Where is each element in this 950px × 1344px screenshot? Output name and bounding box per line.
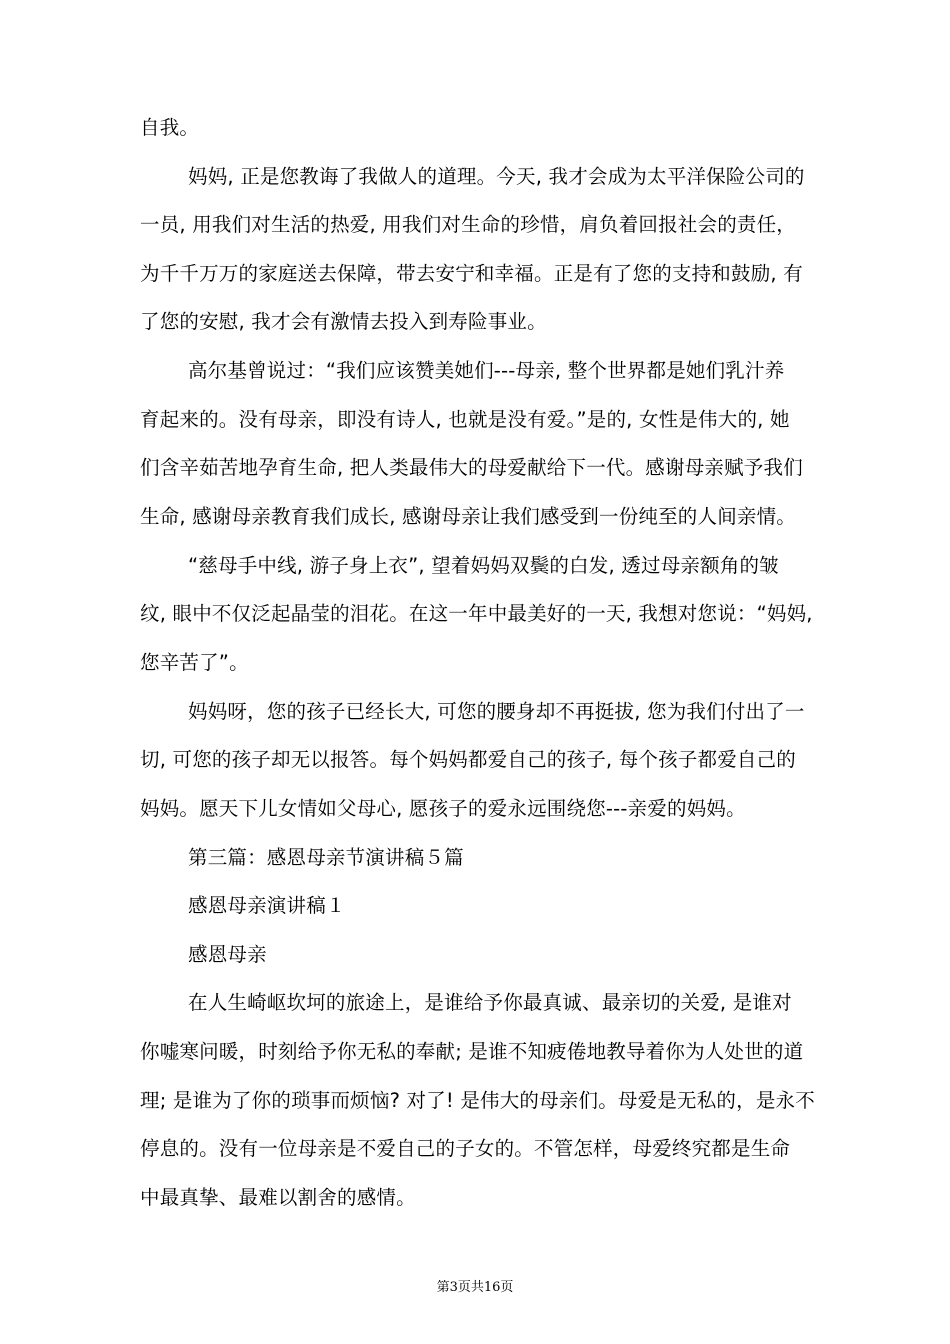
paragraph-first-line: 妈妈, 正是您教诲了我做人的道理。今天, 我才会成为太平洋保险公司的: [188, 165, 805, 188]
subheading: 感恩母亲: [188, 943, 267, 966]
text-line: 理; 是谁为了你的琐事而烦恼? 对了! 是伟大的母亲们。母爱是无私的，是永不: [140, 1089, 815, 1112]
text-line: 停息的。没有一位母亲是不爱自己的子女的。不管怎样，母爱终究都是生命: [140, 1137, 791, 1160]
text-line: 为千千万万的家庭送去保障，带去安宁和幸福。正是有了您的支持和鼓励, 有: [140, 262, 803, 285]
subheading: 感恩母亲演讲稿１: [188, 894, 346, 917]
text-line: 你嘘寒问暖，时刻给予你无私的奉献; 是谁不知疲倦地教导着你为人处世的道: [140, 1040, 804, 1063]
text-line: 自我。: [140, 116, 200, 139]
text-line: 了您的安慰, 我才会有激情去投入到寿险事业。: [140, 310, 547, 333]
paragraph-first-line: 高尔基曾说过：“我们应该赞美她们---母亲, 整个世界都是她们乳汁养: [188, 359, 785, 382]
text-line: 中最真挚、最难以割舍的感情。: [140, 1186, 416, 1209]
page-number-footer: 第3页共16页: [436, 1280, 514, 1295]
text-line: 育起来的。没有母亲，即没有诗人, 也就是没有爱。”是的, 女性是伟大的, 她: [140, 408, 790, 431]
text-line: 们含辛茹苦地孕育生命, 把人类最伟大的母爱献给下一代。感谢母亲赋予我们: [140, 456, 803, 479]
text-line: 纹, 眼中不仅泛起晶莹的泪花。在这一年中最美好的一天, 我想对您说：“妈妈,: [140, 602, 813, 625]
text-line: 切, 可您的孩子却无以报答。每个妈妈都爱自己的孩子, 每个孩子都爱自己的: [140, 748, 796, 771]
text-line: 您辛苦了”。: [140, 651, 249, 674]
paragraph-first-line: 在人生崎岖坎坷的旅途上，是谁给予你最真诚、最亲切的关爱, 是谁对: [188, 991, 792, 1014]
text-line: 生命, 感谢母亲教育我们成长, 感谢母亲让我们感受到一份纯至的人间亲情。: [140, 505, 796, 528]
section-heading: 第三篇：感恩母亲节演讲稿５篇: [188, 846, 464, 869]
text-line: 一员, 用我们对生活的热爱, 用我们对生命的珍惜，肩负着回报社会的责任，: [140, 213, 796, 236]
paragraph-first-line: “慈母手中线, 游子身上衣”, 望着妈妈双鬓的白发, 透过母亲额角的皱: [188, 554, 779, 577]
text-line: 妈妈。愿天下儿女情如父母心, 愿孩子的爱永远围绕您---亲爱的妈妈。: [140, 797, 746, 820]
paragraph-first-line: 妈妈呀，您的孩子已经长大, 可您的腰身却不再挺拔, 您为我们付出了一: [188, 700, 805, 723]
